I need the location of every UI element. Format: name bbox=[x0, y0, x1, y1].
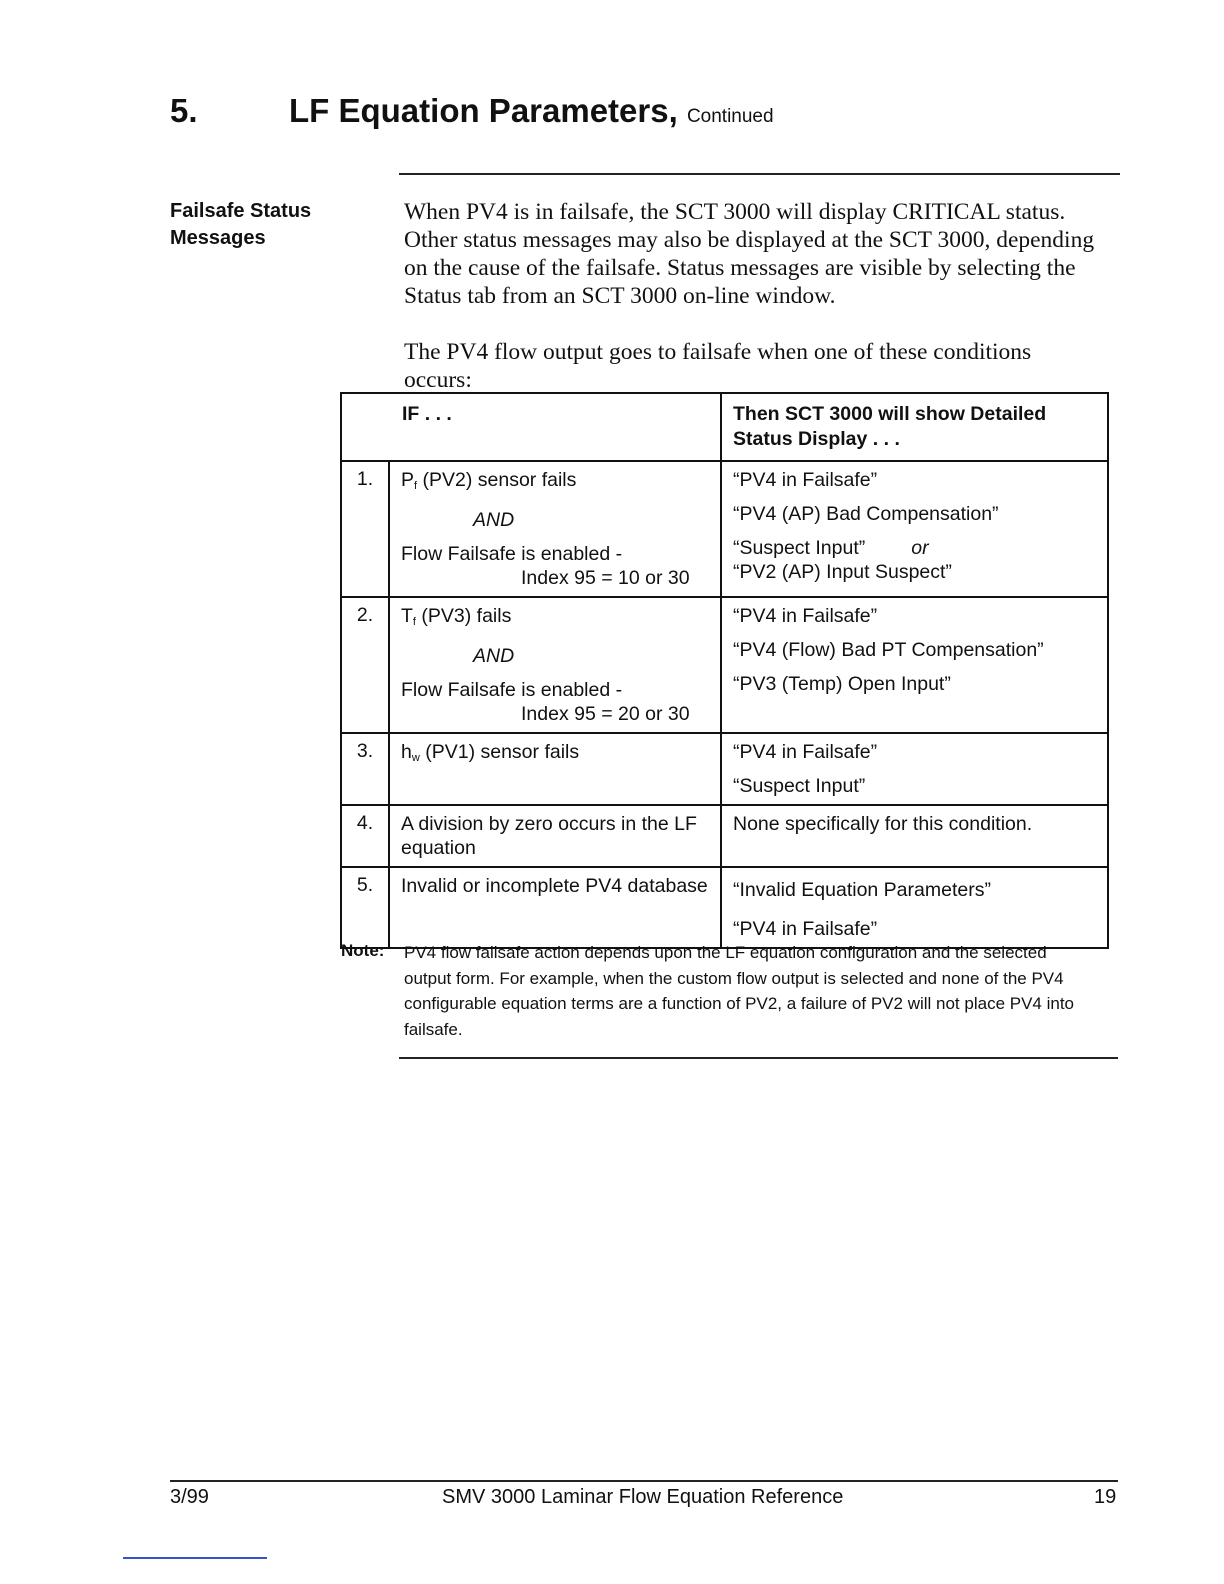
table-header-row bbox=[341, 393, 1108, 461]
note-rule bbox=[399, 1057, 1118, 1059]
intro-paragraph: When PV4 is in failsafe, the SCT 3000 will display CRITICAL status. Other status messages may also be displayed at the SCT 3000, depending on the cause of the failsafe. Status messages are visible by selecting the Status tab from an SCT 3000 on-line window. bbox=[404, 199, 1095, 309]
status-message: “PV4 in Failsafe” bbox=[733, 469, 878, 491]
section-title bbox=[289, 92, 774, 130]
status-message: “Suspect Input” bbox=[733, 537, 866, 559]
side-heading-line2: Messages bbox=[170, 227, 266, 249]
row-number: 1. bbox=[341, 461, 389, 597]
then-cell bbox=[721, 733, 1108, 805]
failsafe-conditions-table bbox=[340, 392, 1109, 949]
side-heading-line1: Failsafe Status bbox=[170, 200, 312, 222]
and-label: AND bbox=[473, 509, 515, 531]
then-cell bbox=[721, 461, 1108, 597]
status-message: “PV4 (Flow) Bad PT Compensation” bbox=[733, 639, 1044, 661]
if-cell bbox=[389, 867, 721, 948]
if-condition: Invalid or incomplete PV4 database bbox=[401, 875, 708, 897]
status-message: “PV4 in Failsafe” bbox=[733, 741, 878, 763]
status-message: “PV2 (AP) Input Suspect” bbox=[733, 561, 952, 583]
section-number: 5. bbox=[170, 92, 198, 129]
if-var: P bbox=[401, 469, 415, 491]
note-label: Note: bbox=[341, 941, 385, 960]
table-row bbox=[341, 805, 1108, 867]
table-row bbox=[341, 597, 1108, 733]
table-row bbox=[341, 867, 1108, 948]
row-number: 2. bbox=[341, 597, 389, 733]
table-row bbox=[341, 733, 1108, 805]
continued-label: Continued bbox=[686, 106, 774, 127]
row-number: 3. bbox=[341, 733, 389, 805]
then-cell bbox=[721, 597, 1108, 733]
header-if: IF . . . bbox=[341, 393, 721, 461]
if-var-subscript: w bbox=[411, 752, 420, 764]
if-condition bbox=[401, 604, 710, 634]
note-text: PV4 flow failsafe action depends upon the LF equation configuration and the selected output form. For example, when the custom flow output is selected and none of the PV4 configurable equation terms are a function of PV2, a failure of PV2 will not place PV4 into failsafe. bbox=[404, 943, 1075, 1039]
section-title-text: LF Equation Parameters, bbox=[289, 92, 678, 129]
then-cell bbox=[721, 805, 1108, 867]
page-number: 19 bbox=[1094, 1486, 1117, 1508]
failsafe-enabled-text: Flow Failsafe is enabled - bbox=[401, 679, 623, 701]
side-heading bbox=[170, 198, 370, 252]
if-var: h bbox=[401, 741, 412, 763]
footer-rule bbox=[170, 1480, 1118, 1482]
if-condition-rest: (PV1) sensor fails bbox=[419, 741, 580, 763]
if-condition bbox=[401, 468, 710, 498]
status-message: “Suspect Input” bbox=[733, 775, 866, 797]
header-rule bbox=[399, 173, 1120, 175]
row-number: 4. bbox=[341, 805, 389, 867]
if-cell bbox=[389, 805, 721, 867]
if-condition bbox=[401, 740, 710, 770]
or-label: or bbox=[911, 537, 929, 559]
then-cell bbox=[721, 867, 1108, 948]
row-number: 5. bbox=[341, 867, 389, 948]
bottom-link-underline bbox=[123, 1557, 267, 1559]
status-message: “Invalid Equation Parameters” bbox=[733, 879, 991, 901]
status-message-with-or bbox=[733, 536, 1097, 560]
index-text: Index 95 = 20 or 30 bbox=[521, 703, 690, 725]
status-message: “PV4 in Failsafe” bbox=[733, 605, 878, 627]
status-message: “PV4 (AP) Bad Compensation” bbox=[733, 503, 999, 525]
header-then: Then SCT 3000 will show Detailed Status Display . . . bbox=[721, 393, 1108, 461]
and-label: AND bbox=[473, 645, 515, 667]
conditions-paragraph: The PV4 flow output goes to failsafe when one of these conditions occurs: bbox=[404, 339, 1032, 393]
if-var: T bbox=[401, 605, 413, 627]
status-message: “PV4 in Failsafe” bbox=[733, 918, 878, 940]
table-row bbox=[341, 461, 1108, 597]
if-var-subscript: f bbox=[414, 480, 418, 492]
status-message: None specifically for this condition. bbox=[733, 813, 1033, 835]
index-text: Index 95 = 10 or 30 bbox=[521, 567, 690, 589]
footer-date: 3/99 bbox=[170, 1486, 209, 1508]
if-var-subscript: f bbox=[412, 616, 416, 628]
failsafe-enabled-text: Flow Failsafe is enabled - bbox=[401, 543, 623, 565]
if-condition-rest: (PV2) sensor fails bbox=[417, 469, 577, 491]
status-message: “PV3 (Temp) Open Input” bbox=[733, 673, 951, 695]
footer-title: SMV 3000 Laminar Flow Equation Reference bbox=[442, 1486, 844, 1508]
if-condition: A division by zero occurs in the LF equation bbox=[401, 813, 697, 859]
if-cell bbox=[389, 597, 721, 733]
if-cell bbox=[389, 733, 721, 805]
if-cell bbox=[389, 461, 721, 597]
if-condition-rest: (PV3) fails bbox=[415, 605, 512, 627]
